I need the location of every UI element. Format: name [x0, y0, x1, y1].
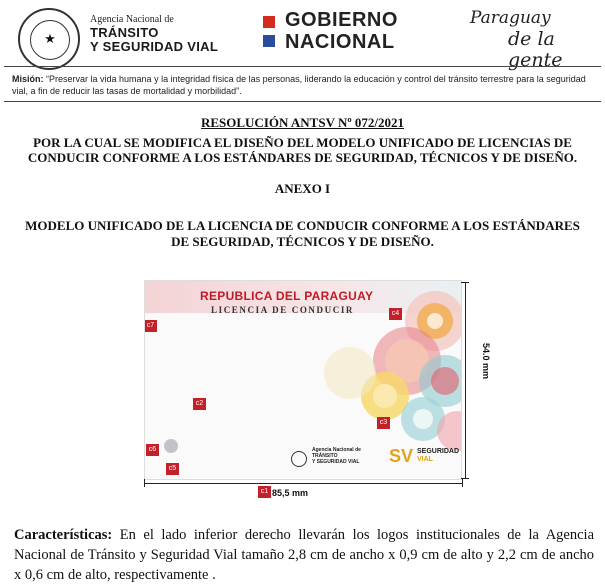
- license-card-image: [144, 280, 462, 480]
- field-marker-c2: c2: [193, 398, 206, 410]
- card-agency-line2: TRÁNSITO: [312, 453, 338, 459]
- agency-seal-logo: [18, 8, 80, 70]
- gobierno-nacional-logo: [285, 9, 398, 53]
- card-country-title: REPUBLICA DEL PARAGUAY: [200, 289, 374, 303]
- gobierno-line1: GOBIERNO: [285, 9, 398, 31]
- agency-name-line1: TRÁNSITO: [90, 25, 159, 40]
- field-marker-c5: c5: [166, 463, 179, 475]
- seal-star-icon: ★: [44, 32, 56, 47]
- paraguay-line2: de la gente: [508, 28, 563, 71]
- width-dimension-tick-right: [462, 479, 463, 487]
- characteristics-paragraph: [14, 525, 594, 585]
- height-dimension-label: 54.0 mm: [481, 343, 491, 380]
- characteristics-text: En el lado inferior derecho llevarán los logos institucionales de la Agencia Nacional de Tránsito y Seguridad Vial tamaño 2,8 cm de ancho x 0,9 cm de alto y 2,2 cm de ancho x 0,6 cm de alto, respectivamente .: [14, 527, 594, 583]
- agency-name-line2: Y SEGURIDAD VIAL: [90, 39, 219, 54]
- card-agency-seal-icon: [291, 451, 307, 467]
- header-divider-bottom: [4, 101, 601, 102]
- agency-name-small: Agencia Nacional de: [90, 14, 174, 25]
- seguridad-vial-logo: SV: [389, 446, 414, 466]
- card-license-title: LICENCIA DE CONDUCIR: [211, 305, 355, 315]
- resolution-title: POR LA CUAL SE MODIFICA EL DISEÑO DEL MODELO UNIFICADO DE LICENCIAS DE CONDUCIR CONFORME A LOS ESTÁNDARES DE SEGURIDAD, TÉCNICOS Y DE DISEÑO.: [27, 135, 578, 165]
- sv-text-line1: SEGURIDAD: [417, 448, 460, 455]
- width-dimension-label: 85,5 mm: [272, 488, 309, 498]
- header-divider-top: [4, 66, 601, 67]
- field-marker-c6: c6: [146, 444, 159, 456]
- field-marker-c7: c7: [144, 320, 157, 332]
- mision-label: Misión:: [12, 74, 44, 84]
- characteristics-label: Características:: [14, 527, 113, 543]
- card-agency-line3: Y SEGURIDAD VIAL: [312, 459, 360, 465]
- gobierno-blue-square: [263, 35, 275, 47]
- field-marker-c1: c1: [258, 486, 271, 498]
- annex-title: MODELO UNIFICADO DE LA LICENCIA DE CONDUCIR CONFORME A LOS ESTÁNDARES DE SEGURIDAD, TÉCNICOS Y DE DISEÑO.: [25, 218, 580, 249]
- annex-heading: ANEXO I: [274, 181, 331, 196]
- paraguay-line1: Paraguay: [470, 8, 551, 28]
- mision-statement: [12, 73, 594, 97]
- field-marker-c3: c3: [377, 417, 390, 429]
- height-dimension-tick-top: [461, 282, 469, 283]
- seguridad-vial-text: [417, 448, 459, 464]
- width-dimension-tick-left: [144, 479, 145, 487]
- gobierno-red-square: [263, 16, 275, 28]
- sv-text-line2: VIAL: [417, 456, 433, 463]
- mision-text: “Preservar la vida humana y la integridad física de las personas, liderando la educación y control del tránsito terrestre para la seguridad vial, a fin de reducir las tasas de mortalidad y morbilidad”.: [12, 74, 586, 96]
- field-marker-c4: c4: [389, 308, 402, 320]
- paraguay-de-la-gente-logo: [470, 8, 590, 71]
- width-dimension-line: [144, 483, 462, 484]
- agency-name: [90, 26, 230, 54]
- resolution-number: RESOLUCIÓN ANTSV Nº 072/2021: [200, 115, 405, 130]
- gobierno-line2: NACIONAL: [285, 31, 395, 53]
- card-agency-logo: [312, 447, 361, 465]
- height-dimension-line: [465, 282, 466, 478]
- card-agency-line1: Agencia Nacional de: [312, 447, 361, 453]
